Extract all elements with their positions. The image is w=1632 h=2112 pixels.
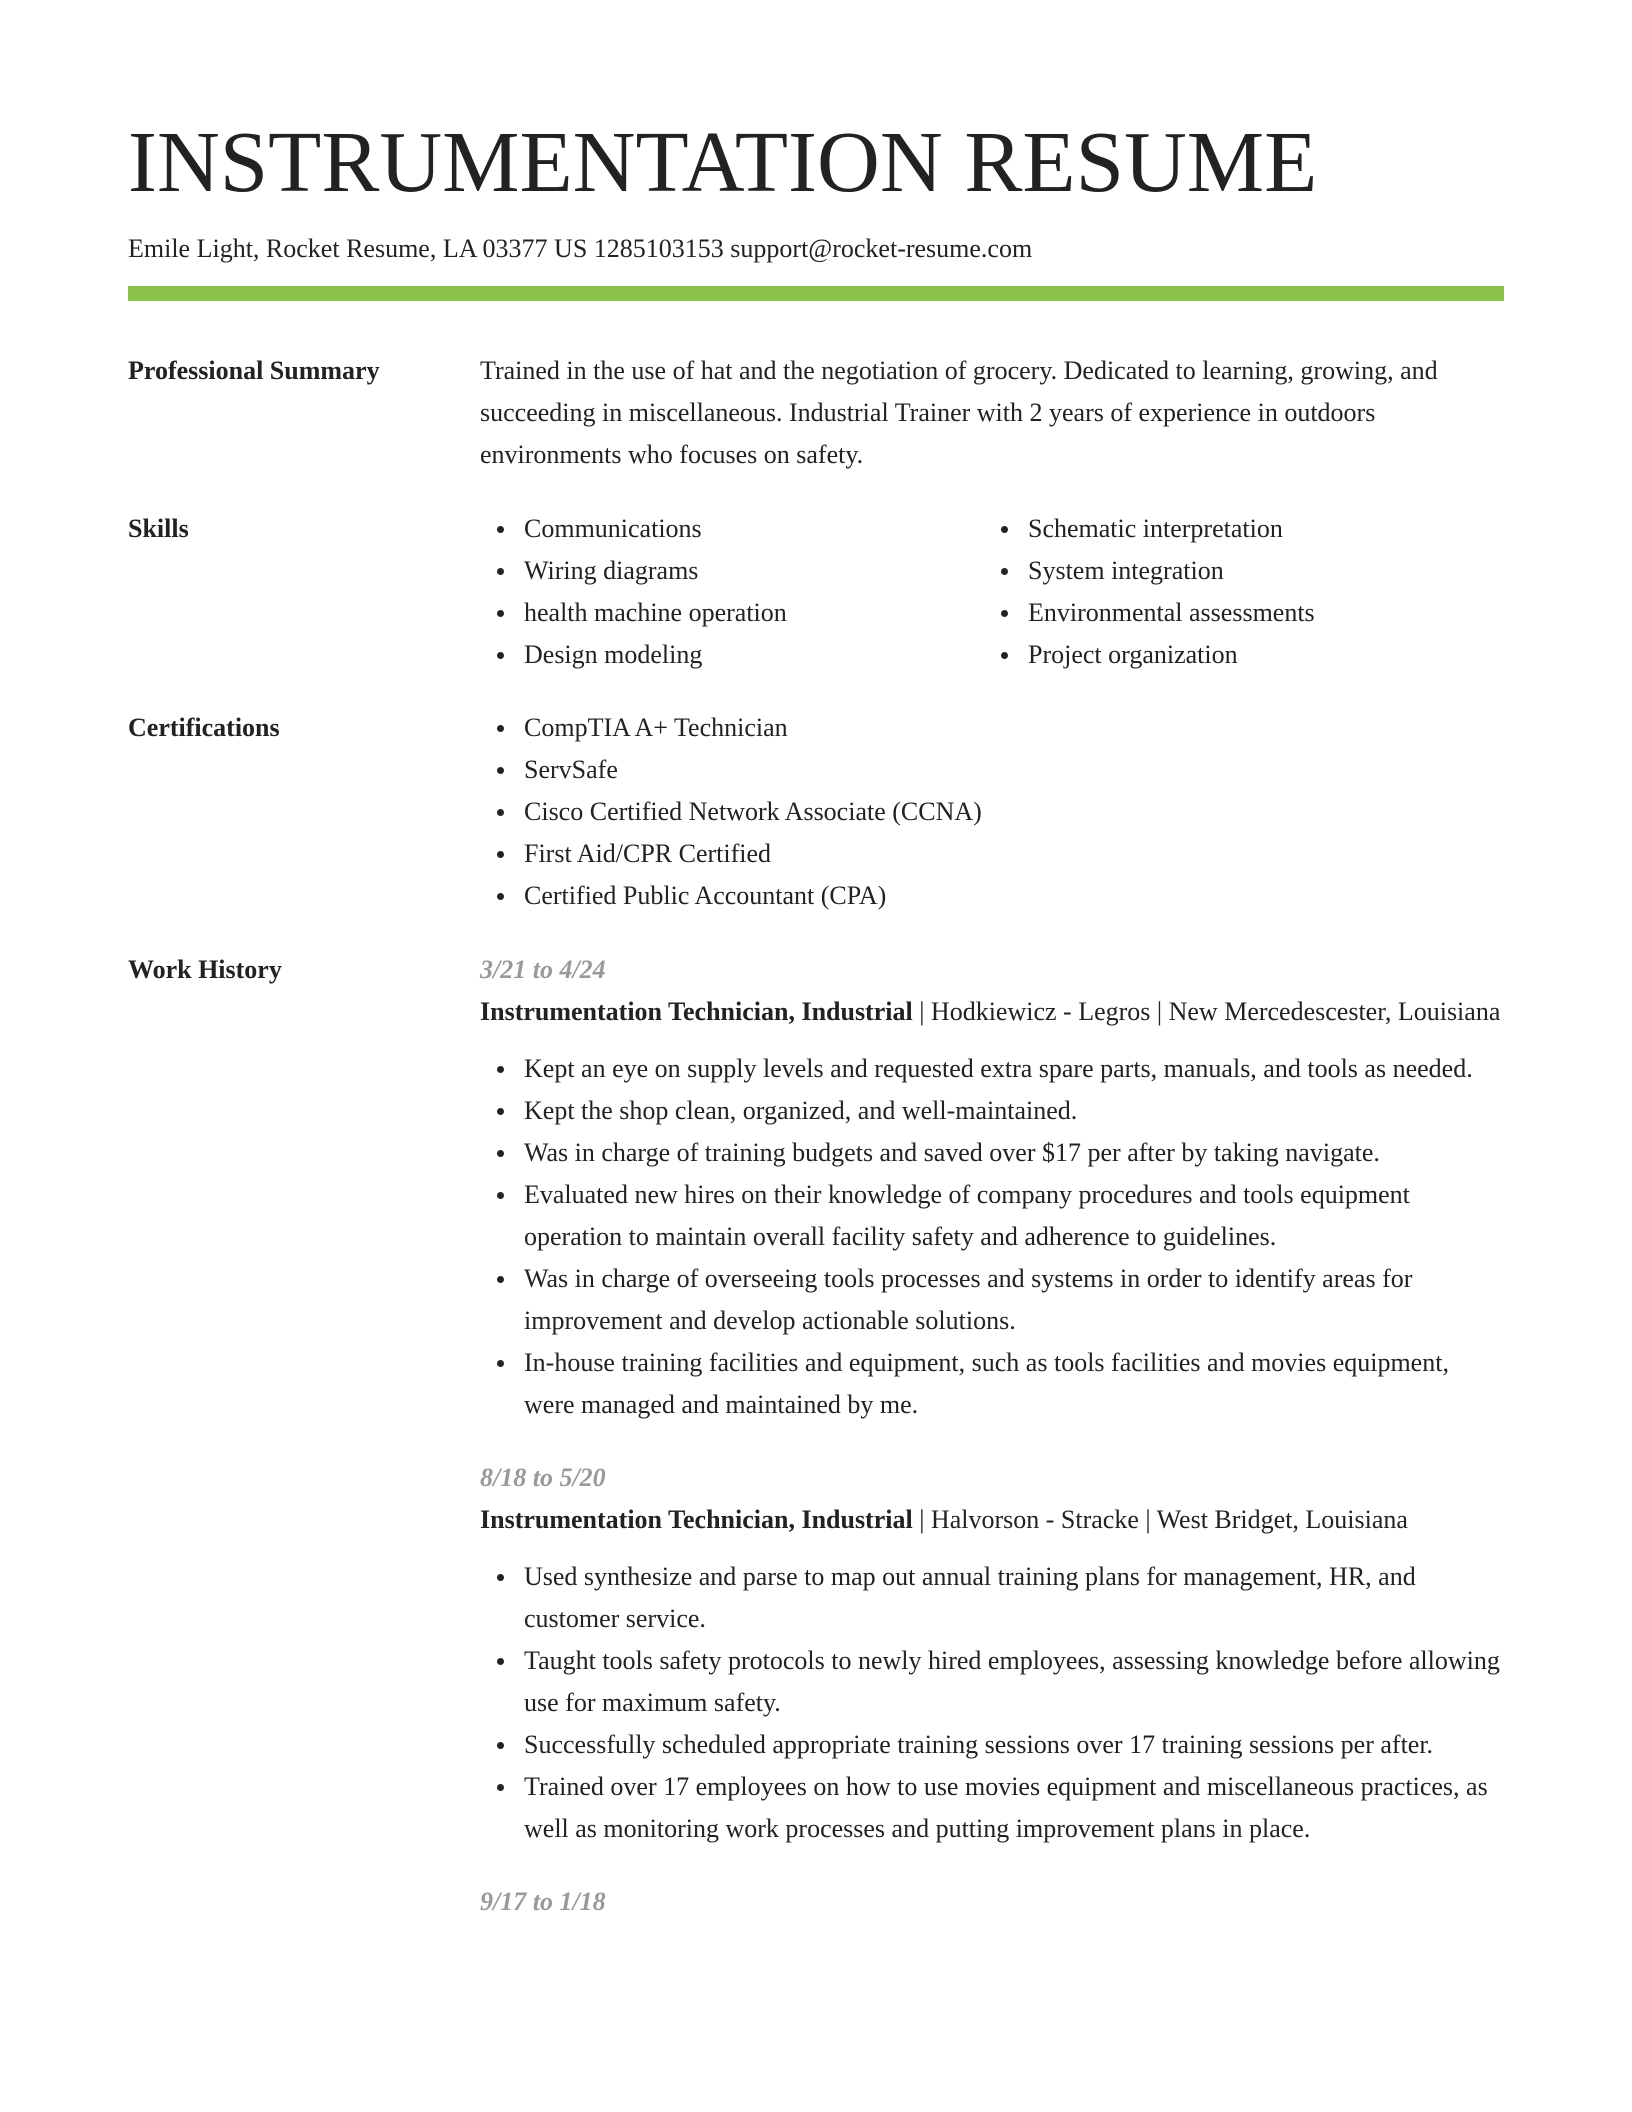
resume-title: INSTRUMENTATION RESUME bbox=[128, 113, 1318, 210]
summary-label: Professional Summary bbox=[128, 356, 380, 385]
skill-item: Design modeling bbox=[524, 634, 984, 676]
job-heading bbox=[480, 1499, 1504, 1541]
certifications-list bbox=[480, 707, 1504, 917]
job-dates: 3/21 to 4/24 bbox=[480, 955, 606, 984]
certification-item: Cisco Certified Network Associate (CCNA) bbox=[524, 791, 1504, 833]
certification-item: Certified Public Accountant (CPA) bbox=[524, 875, 1504, 917]
work-history-label: Work History bbox=[128, 955, 282, 984]
job-bullet: Successfully scheduled appropriate training sessions over 17 training sessions per after. bbox=[524, 1724, 1504, 1766]
job-entry bbox=[480, 949, 1504, 1426]
certification-item: CompTIA A+ Technician bbox=[524, 707, 1504, 749]
skills-label: Skills bbox=[128, 514, 189, 543]
job-bullets bbox=[480, 1048, 1504, 1426]
certification-item: ServSafe bbox=[524, 749, 1504, 791]
skill-item: Schematic interpretation bbox=[1028, 508, 1488, 550]
job-heading bbox=[480, 991, 1504, 1033]
certifications-label: Certifications bbox=[128, 713, 280, 742]
certification-item: First Aid/CPR Certified bbox=[524, 833, 1504, 875]
skill-item: Project organization bbox=[1028, 634, 1488, 676]
certifications-content bbox=[480, 707, 1504, 917]
skill-item: Environmental assessments bbox=[1028, 592, 1488, 634]
job-dates: 8/18 to 5/20 bbox=[480, 1463, 606, 1492]
job-bullet: Evaluated new hires on their knowledge of company procedures and tools equipment operation to maintain overall facility safety and adherence to guidelines. bbox=[524, 1174, 1504, 1258]
job-title: Instrumentation Technician, Industrial bbox=[480, 997, 913, 1026]
job-bullet: Was in charge of training budgets and saved over $17 per after by taking navigate. bbox=[524, 1132, 1504, 1174]
job-bullet: Kept an eye on supply levels and requested extra spare parts, manuals, and tools as needed. bbox=[524, 1048, 1504, 1090]
skills-column-left bbox=[480, 508, 984, 676]
skills-content bbox=[480, 508, 1504, 676]
job-bullet: Kept the shop clean, organized, and well-maintained. bbox=[524, 1090, 1504, 1132]
contact-line: Emile Light, Rocket Resume, LA 03377 US 1285103153 support@rocket-resume.com bbox=[128, 234, 1033, 263]
job-company-location: | Halvorson - Stracke | West Bridget, Louisiana bbox=[912, 1505, 1408, 1534]
skills-column-right bbox=[984, 508, 1488, 676]
summary-text: Trained in the use of hat and the negotiation of grocery. Dedicated to learning, growing, and succeeding in miscellaneous. Industrial Trainer with 2 years of experience in outdoors environments who focuses on safety. bbox=[480, 356, 1438, 469]
job-bullet: Used synthesize and parse to map out annual training plans for management, HR, and customer service. bbox=[524, 1556, 1504, 1640]
skill-item: System integration bbox=[1028, 550, 1488, 592]
job-bullet: Trained over 17 employees on how to use movies equipment and miscellaneous practices, as well as monitoring work processes and putting improvement plans in place. bbox=[524, 1766, 1504, 1850]
job-title: Instrumentation Technician, Industrial bbox=[480, 1505, 913, 1534]
skill-item: health machine operation bbox=[524, 592, 984, 634]
job-bullet: In-house training facilities and equipment, such as tools facilities and movies equipment, were managed and maintained by me. bbox=[524, 1342, 1504, 1426]
skill-item: Wiring diagrams bbox=[524, 550, 984, 592]
summary-content bbox=[480, 350, 1504, 476]
job-bullets bbox=[480, 1556, 1504, 1850]
job-bullet: Was in charge of overseeing tools processes and systems in order to identify areas for improvement and develop actionable solutions. bbox=[524, 1258, 1504, 1342]
job-entry bbox=[480, 1881, 1504, 1923]
skill-item: Communications bbox=[524, 508, 984, 550]
job-dates: 9/17 to 1/18 bbox=[480, 1887, 606, 1916]
accent-divider bbox=[128, 286, 1504, 301]
work-history-content bbox=[480, 949, 1504, 1954]
job-entry bbox=[480, 1457, 1504, 1850]
job-company-location: | Hodkiewicz - Legros | New Mercedescester, Louisiana bbox=[912, 997, 1501, 1026]
job-bullet: Taught tools safety protocols to newly hired employees, assessing knowledge before allowing use for maximum safety. bbox=[524, 1640, 1504, 1724]
